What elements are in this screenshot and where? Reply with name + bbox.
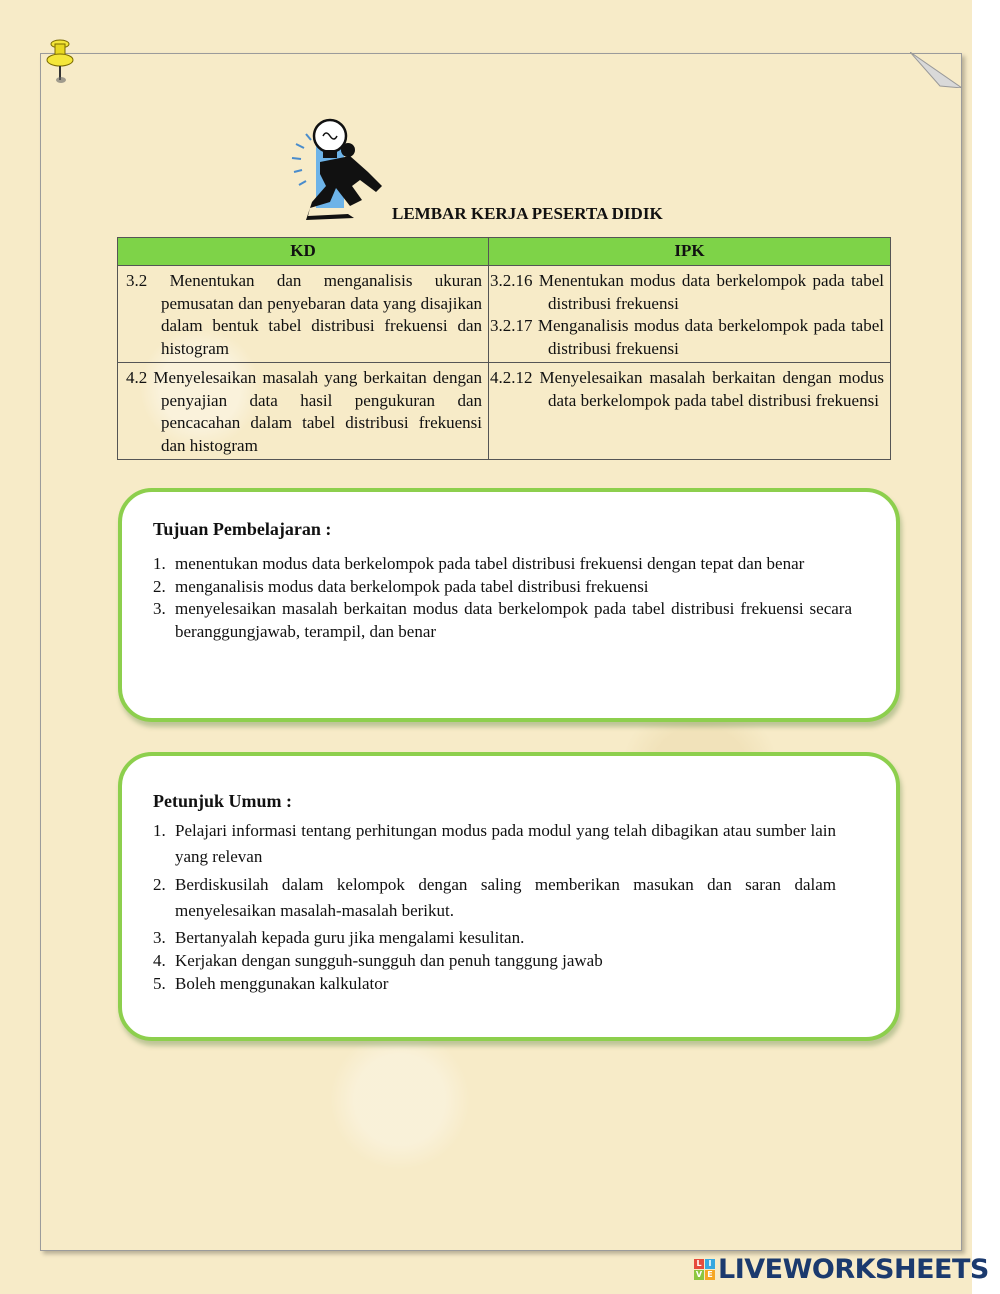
list-item: 4. Kerjakan dengan sungguh-sungguh dan penuh tanggung jawab <box>153 951 603 970</box>
kd-ipk-table <box>117 237 891 460</box>
pushpin-icon <box>44 38 76 84</box>
kd-cell <box>118 266 489 363</box>
petunjuk-list <box>153 818 836 995</box>
table-row <box>118 266 891 363</box>
tujuan-heading: Tujuan Pembelajaran : <box>153 519 332 539</box>
page-curl-icon <box>910 52 962 88</box>
petunjuk-heading: Petunjuk Umum : <box>153 791 293 811</box>
petunjuk-umum-box <box>118 752 900 1041</box>
logo-mark-icon: L I V E <box>694 1259 715 1280</box>
page-right-margin <box>972 0 1000 1294</box>
ipk-cell <box>489 363 891 460</box>
logo-text: LIVEWORKSHEETS <box>718 1253 989 1285</box>
list-item: 2. Berdiskusilah dalam kelompok dengan saling memberikan masukan dan saran dalam menyelesaikan masalah-masalah berikut. <box>153 875 836 920</box>
list-item: 5. Boleh menggunakan kalkulator <box>153 974 389 993</box>
list-item: 3. menyelesaikan masalah berkaitan modus data berkelompok pada tabel distribusi frekuensi secara beranggungjawab, terampil, dan benar <box>153 599 852 641</box>
ipk-text: 3.2.17 Menganalisis modus data berkelompok pada tabel distribusi frekuensi <box>490 316 884 358</box>
list-item: 1. Pelajari informasi tentang perhitungan modus pada modul yang telah dibagikan atau sumber lain yang relevan <box>153 821 836 866</box>
kd-cell <box>118 363 489 460</box>
liveworksheets-logo[interactable] <box>694 1254 989 1284</box>
table-header-ipk: IPK <box>489 238 891 266</box>
lightbulb-thinker-icon <box>290 116 392 220</box>
worksheet-title: LEMBAR KERJA PESERTA DIDIK <box>392 204 663 223</box>
tujuan-pembelajaran-box <box>118 488 900 722</box>
ipk-text: 4.2.12 Menyelesaikan masalah berkaitan dengan modus data berkelompok pada tabel distribusi frekuensi <box>490 368 884 410</box>
list-item: 1. menentukan modus data berkelompok pada tabel distribusi frekuensi dengan tepat dan benar <box>153 554 805 573</box>
list-item: 2. menganalisis modus data berkelompok pada tabel distribusi frekuensi <box>153 576 649 596</box>
table-header-kd: KD <box>118 238 489 266</box>
ipk-cell <box>489 266 891 363</box>
list-item: 3. Bertanyalah kepada guru jika mengalami kesulitan. <box>153 928 525 947</box>
kd-text: 4.2 Menyelesaikan masalah yang berkaitan dengan penyajian data hasil pengukuran dan pencacahan dalam tabel distribusi frekuensi dan histogram <box>126 368 482 455</box>
ipk-text: 3.2.16 Menentukan modus data berkelompok pada tabel distribusi frekuensi <box>490 271 884 313</box>
tujuan-list <box>153 553 852 643</box>
table-row <box>118 363 891 460</box>
kd-text: 3.2 Menentukan dan menganalisis ukuran pemusatan dan penyebaran data yang disajikan dalam bentuk tabel distribusi frekuensi dan histogram <box>126 271 482 358</box>
